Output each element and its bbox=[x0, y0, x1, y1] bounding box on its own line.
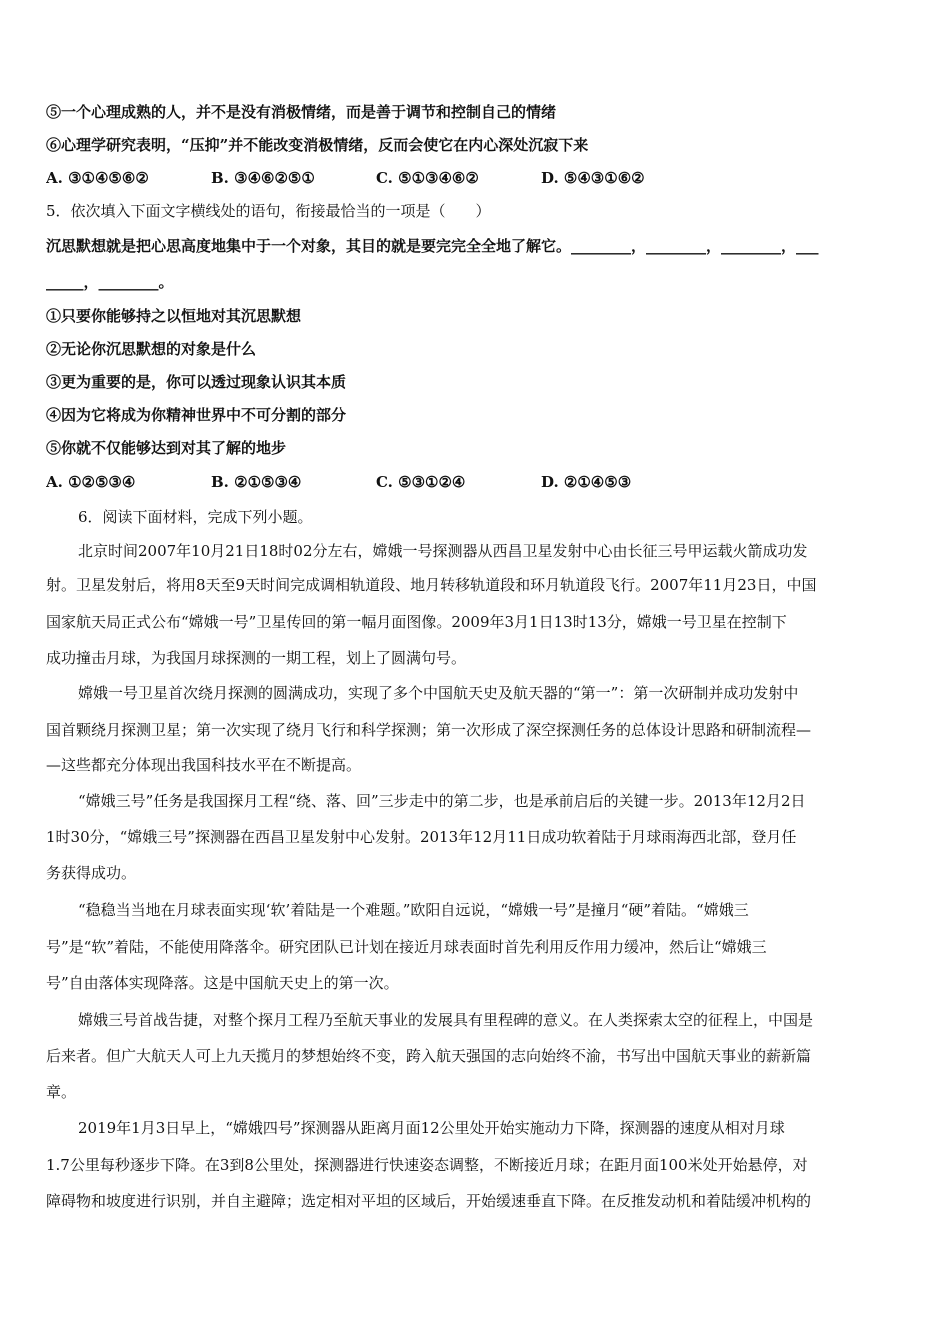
q5-option-c: C. ⑤③①②④ bbox=[376, 473, 466, 491]
q5-item-2: ②无论你沉思默想的对象是什么 bbox=[46, 340, 257, 358]
q4-item-5: ⑤一个心理成熟的人，并不是没有消极情绪，而是善于调节和控制自己的情绪 bbox=[46, 103, 557, 121]
q6-para2-line: 国首颗绕月探测卫星；第一次实现了绕月飞行和科学探测；第一次形成了深空探测任务的总体设计思路和研制流程— bbox=[46, 721, 812, 739]
q6-para2-line: 嫦娥一号卫星首次绕月探测的圆满成功，实现了多个中国航天史及航天器的“第一”：第一次研制并成功发射中 bbox=[78, 684, 799, 702]
q4-option-d: D. ⑤④③①⑥② bbox=[541, 169, 645, 187]
q5-passage-line-2: _____，________。 bbox=[46, 273, 174, 291]
q6-para6-line: 1.7公里每秒逐步下降。在3到8公里处，探测器进行快速姿态调整，不断接近月球；在距月面100米处开始悬停，对 bbox=[46, 1156, 808, 1174]
q4-option-b: B. ③④⑥②⑤① bbox=[211, 169, 315, 187]
q6-para6-line: 障碍物和坡度进行识别，并自主避障；选定相对平坦的区域后，开始缓速垂直下降。在反推发动机和着陆缓冲机构的 bbox=[46, 1192, 812, 1210]
q6-para4-line: 号”是“软”着陆，不能使用降落伞。研究团队已计划在接近月球表面时首先利用反作用力缓冲，然后让“嫦娥三 bbox=[46, 938, 767, 956]
q5-stem: 5．依次填入下面文字横线处的语句，衔接最恰当的一项是（ ） bbox=[46, 202, 491, 220]
q4-options bbox=[46, 168, 906, 190]
q4-option-c: C. ⑤①③④⑥② bbox=[376, 169, 479, 187]
q5-option-d: D. ②①④⑤③ bbox=[541, 473, 632, 491]
q6-para5-line: 后来者。但广大航天人可上九天揽月的梦想始终不变，跨入航天强国的志向始终不渝，书写出中国航天事业的薪新篇 bbox=[46, 1047, 812, 1065]
q6-para5-line: 嫦娥三号首战告捷，对整个探月工程乃至航天事业的发展具有里程碑的意义。在人类探索太空的征程上，中国是 bbox=[78, 1011, 814, 1029]
q6-para4-line: “稳稳当当地在月球表面实现‘软’着陆是一个难题。”欧阳自远说，“嫦娥一号”是撞月“硬”着陆。“嫦娥三 bbox=[78, 901, 749, 919]
q6-para4-line: 号”自由落体实现降落。这是中国航天史上的第一次。 bbox=[46, 974, 399, 992]
q6-para3-line: “嫦娥三号”任务是我国探月工程“绕、落、回”三步走中的第二步，也是承前启后的关键一步。2013年12月2日 bbox=[78, 792, 806, 810]
q6-para1-line: 成功撞击月球，为我国月球探测的一期工程，划上了圆满句号。 bbox=[46, 649, 467, 667]
q6-para1-line: 北京时间2007年10月21日18时02分左右，嫦娥一号探测器从西昌卫星发射中心由长征三号甲运载火箭成功发 bbox=[78, 542, 808, 560]
q5-item-3: ③更为重要的是，你可以透过现象认识其本质 bbox=[46, 373, 347, 391]
q6-para1-line: 国家航天局正式公布“嫦娥一号”卫星传回的第一幅月面图像。2009年3月1日13时13分，嫦娥一号卫星在控制下 bbox=[46, 613, 787, 631]
q5-item-1: ①只要你能够持之以恒地对其沉思默想 bbox=[46, 307, 302, 325]
q5-item-5: ⑤你就不仅能够达到对其了解的地步 bbox=[46, 439, 287, 457]
q5-item-4: ④因为它将成为你精神世界中不可分割的部分 bbox=[46, 406, 347, 424]
q5-passage-line-1: 沉思默想就是把心思高度地集中于一个对象，其目的就是要完完全全地了解它。________，________，________，___ bbox=[46, 237, 819, 255]
q6-para3-line: 务获得成功。 bbox=[46, 864, 137, 882]
q4-item-6: ⑥心理学研究表明，“压抑”并不能改变消极情绪，反而会使它在内心深处沉寂下来 bbox=[46, 136, 589, 154]
q6-para5-line: 章。 bbox=[46, 1083, 77, 1101]
q5-option-a: A. ①②⑤③④ bbox=[46, 473, 136, 491]
q4-option-a: A. ③①④⑤⑥② bbox=[46, 169, 149, 187]
q6-para1-line: 射。卫星发射后，将用8天至9天时间完成调相轨道段、地月转移轨道段和环月轨道段飞行。2007年11月23日，中国 bbox=[46, 576, 817, 594]
q6-para2-line: —这些都充分体现出我国科技水平在不断提高。 bbox=[46, 756, 362, 774]
q6-para6-line: 2019年1月3日早上，“嫦娥四号”探测器从距离月面12公里处开始实施动力下降，探测器的速度从相对月球 bbox=[78, 1119, 785, 1137]
q6-para3-line: 1时30分，“嫦娥三号”探测器在西昌卫星发射中心发射。2013年12月11日成功软着陆于月球雨海西北部，登月任 bbox=[46, 828, 797, 846]
q5-options bbox=[46, 472, 906, 494]
q6-stem: 6．阅读下面材料，完成下列小题。 bbox=[78, 508, 313, 526]
q5-option-b: B. ②①⑤③④ bbox=[211, 473, 302, 491]
